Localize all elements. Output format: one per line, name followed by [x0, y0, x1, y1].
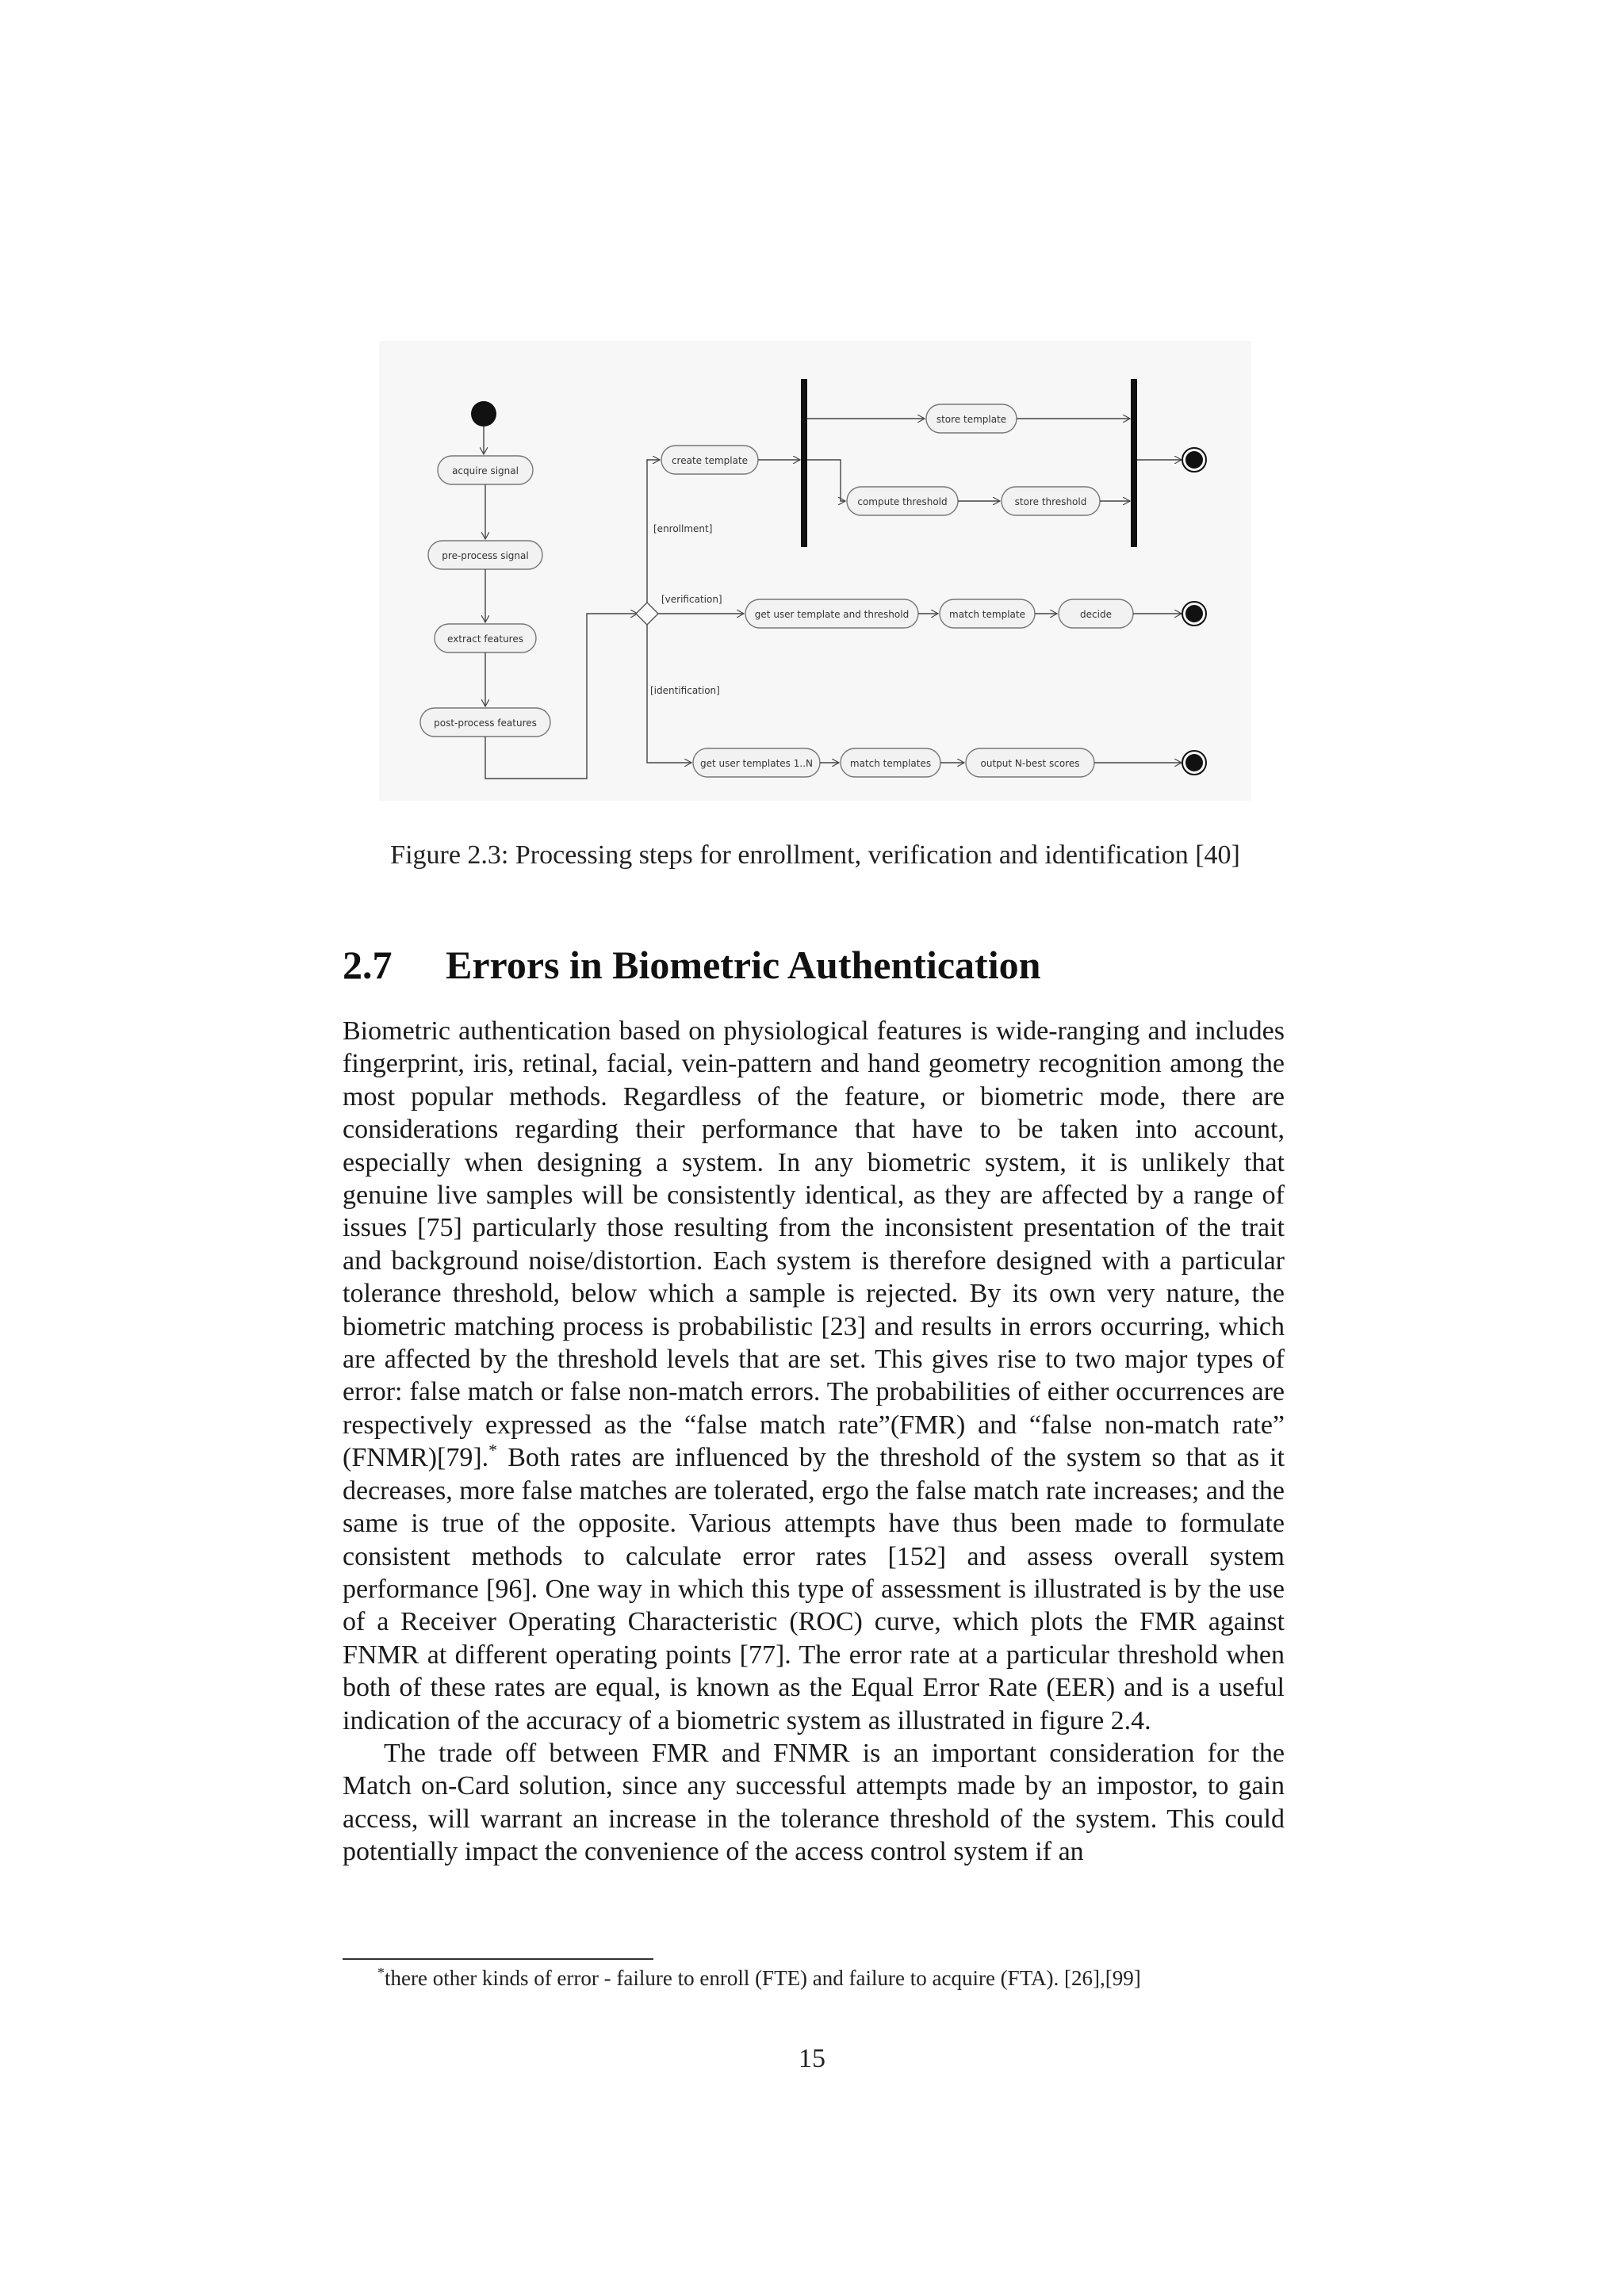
footnote-text: there other kinds of error - failure to enroll (FTE) and failure to acquire (FTA). [26],[99] — [385, 1966, 1141, 1990]
svg-text:match templates: match templates — [849, 758, 932, 769]
figure-caption: Figure 2.3: Processing steps for enrollment, verification and identification [40] — [390, 840, 1240, 870]
join-bar — [1131, 379, 1137, 547]
section-number: 2.7 — [343, 943, 393, 987]
node-extract-features — [435, 624, 536, 652]
final-node-identification — [1182, 751, 1206, 775]
svg-text:pre-process signal: pre-process signal — [442, 550, 529, 561]
node-get-user-template-threshold — [745, 599, 918, 628]
node-get-user-templates — [693, 748, 820, 777]
final-node-verification — [1182, 602, 1206, 626]
node-acquire-signal — [438, 456, 533, 484]
svg-text:store threshold: store threshold — [1014, 496, 1087, 507]
svg-text:decide: decide — [1080, 609, 1112, 620]
section-heading — [343, 942, 1040, 988]
svg-text:acquire signal: acquire signal — [452, 465, 519, 476]
svg-text:create template: create template — [671, 455, 749, 466]
svg-text:get user templates 1..N: get user templates 1..N — [700, 758, 813, 769]
node-preprocess-signal — [428, 541, 542, 569]
node-decide — [1059, 599, 1133, 628]
initial-node — [471, 401, 496, 427]
paragraph-1-text-cont: Both rates are influenced by the threshold of the system so that as it decreases, more false matches are tolerated, ergo the false match rate increases; and the same is true of the opposite. Various attempts have thus been made to formulate consistent methods to calculate error rates [152] and assess overall system performance [96]. One way in which this type of assessment is illustrated is by the use of a Receiver Operating Characteristic (ROC) curve, which plots the FMR against FNMR at different operating points [77]. The error rate at a particular threshold when both of these rates are equal, is known as the Equal Error Rate (EER) and is a useful indication of the accuracy of a biometric system as illustrated in figure 2.4. — [343, 1443, 1285, 1735]
page-number: 15 — [799, 2044, 825, 2073]
guard-verification: [verification] — [661, 594, 722, 605]
node-match-templates — [841, 748, 940, 777]
guard-enrollment: [enrollment] — [653, 523, 713, 534]
fork-bar — [801, 379, 807, 547]
node-create-template — [661, 446, 758, 474]
body-text — [343, 1015, 1285, 1869]
svg-text:post-process features: post-process features — [434, 718, 537, 729]
paragraph-1-text: Biometric authentication based on physiological features is wide-ranging and includes fingerprint, iris, retinal, facial, vein-pattern and hand geometry recognition among the most popular methods. Regardless of the feature, or biometric mode, there are considerations regarding their performance that have to be taken into account, especially when designing a system. In any biometric system, it is unlikely that genuine live samples will be consistently identical, as they are affected by a range of issues [75] particularly those resulting from the inconsistent presentation of the trait and background noise/distortion. Each system is therefore designed with a particular tolerance threshold, below which a sample is rejected. By its own very nature, the biometric matching process is probabilistic [23] and results in errors occurring, which are affected by the threshold levels that are set. This gives rise to two major types of error: false match or false non-match errors. The probabilities of either occurrences are respectively expressed as the “false match rate”(FMR) and “false non-match rate” (FNMR)[79]. — [343, 1016, 1285, 1473]
node-store-threshold — [1002, 487, 1100, 515]
node-output-scores — [966, 748, 1094, 777]
footnote-mark: * — [377, 1965, 385, 1980]
section-title: Errors in Biometric Authentication — [446, 943, 1041, 987]
final-node-enrollment — [1182, 448, 1206, 472]
node-store-template — [926, 404, 1017, 433]
svg-text:store template: store template — [936, 414, 1007, 425]
footnote-rule — [343, 1958, 653, 1960]
svg-text:get user template and threshol: get user template and threshold — [754, 609, 910, 620]
node-compute-threshold — [847, 487, 958, 515]
paragraph-2: The trade off between FMR and FNMR is an important consideration for the Match on-Card solution, since any successful attempts made by an impostor, to gain access, will warrant an increase in the tolerance threshold of the system. This could potentially impact the convenience of the access control system if an — [343, 1738, 1285, 1867]
guard-identification: [identification] — [650, 685, 720, 696]
paragraph-1 — [343, 1015, 1285, 1737]
node-match-template — [940, 599, 1035, 628]
svg-text:output N-best scores: output N-best scores — [980, 758, 1080, 769]
footnote-reference: * — [488, 1440, 498, 1460]
activity-diagram — [379, 341, 1251, 801]
svg-text:compute threshold: compute threshold — [857, 496, 948, 507]
footnote — [377, 1966, 1289, 1991]
activity-diagram-svg — [379, 341, 1251, 801]
svg-text:extract features: extract features — [447, 633, 523, 645]
node-postprocess-features — [420, 708, 550, 737]
svg-text:match template: match template — [949, 609, 1025, 620]
